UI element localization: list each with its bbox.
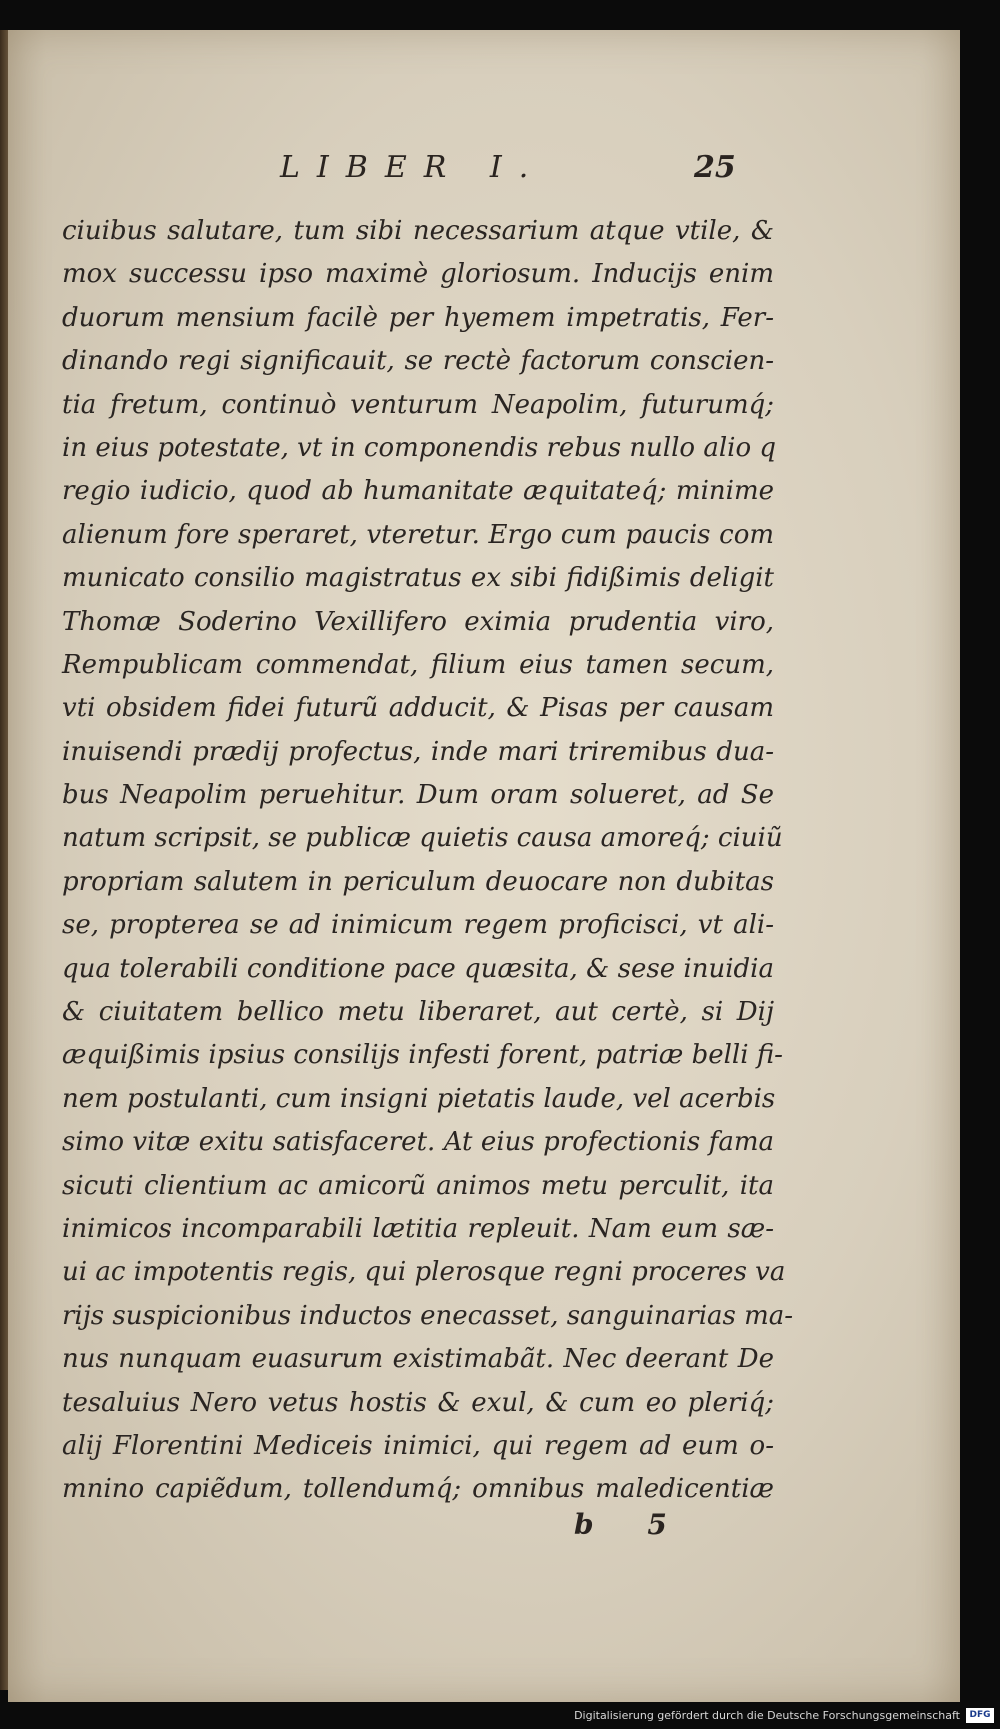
text-line: Thomæ Soderino Vexillifero eximia prudentia viro,	[62, 606, 774, 637]
text-line: Rempublicam commendat, filium eius tamen secum,	[62, 649, 774, 680]
text-line: duorum mensium facilè per hyemem impetratis, Fer-	[62, 302, 774, 333]
text-line: simo vitæ exitu satisfaceret. At eius profectionis fama	[62, 1127, 774, 1158]
text-line: nem postulanti, cum insigni pietatis laude, vel acerbis	[62, 1083, 776, 1114]
text-line: tia fretum, continuò venturum Neapolim, futurumq́;	[62, 389, 774, 420]
text-line: vti obsidem fidei futurũ adducit, & Pisas per causam	[62, 693, 774, 724]
text-line: ui ac impotentis regis, qui plerosque regni proceres va	[62, 1257, 786, 1288]
text-line: ciuibus salutare, tum sibi necessarium atque vtile, &	[62, 216, 774, 246]
text-line: inimicos incomparabili lætitia repleuit. Nam eum sæ-	[62, 1213, 774, 1244]
text-line: tesaluius Nero vetus hostis & exul, & cum eo pleriq́;	[62, 1387, 774, 1418]
text-line: inuisendi prædij profectus, inde mari triremibus dua-	[62, 736, 774, 767]
text-line: bus Neapolim peruehitur. Dum oram solueret, ad Se	[62, 780, 774, 811]
text-line: propriam salutem in periculum deuocare non dubitas	[62, 866, 774, 897]
running-head: LIBER I.	[280, 150, 546, 185]
page-header	[8, 150, 960, 190]
text-line: natum scripsit, se publicæ quietis causa amoreq́; ciuiũ	[62, 823, 783, 854]
text-line: alienum fore speraret, vteretur. Ergo cum paucis com	[62, 519, 774, 550]
text-line: nus nunquam euasurum existimabãt. Nec deerant De	[62, 1344, 774, 1375]
text-line: & ciuitatem bellico metu liberaret, aut certè, si Dij	[62, 997, 774, 1028]
text-line: mnino capiẽdum, tollendumq́; omnibus maledicentiæ	[62, 1474, 774, 1505]
signature-mark: b 5	[574, 1508, 689, 1541]
text-line: dinando regi significauit, se rectè factorum conscien-	[62, 346, 774, 377]
text-line: æquißimis ipsius consilijs infesti forent, patriæ belli fi-	[62, 1040, 783, 1071]
page-number: 25	[694, 150, 736, 185]
text-line: mox successu ipso maximè gloriosum. Inducijs enim	[62, 259, 774, 290]
dfg-logo: DFG	[966, 1708, 994, 1723]
footer-bar	[0, 1704, 1000, 1729]
text-line: rijs suspicionibus inductos enecasset, sanguinarias ma-	[62, 1300, 794, 1331]
text-line: municato consilio magistratus ex sibi fidißimis deligit	[62, 563, 774, 594]
book-page	[8, 30, 960, 1702]
text-line: alij Florentini Mediceis inimici, qui regem ad eum o-	[62, 1430, 774, 1461]
text-line: se, propterea se ad inimicum regem proficisci, vt ali-	[62, 910, 774, 941]
digitization-credit: Digitalisierung gefördert durch die Deutsche Forschungsgemeinschaft	[574, 1709, 960, 1722]
text-line: regio iudicio, quod ab humanitate æquitateq́; minime	[62, 476, 774, 507]
body-text	[62, 210, 794, 1512]
text-line: in eius potestate, vt in componendis rebus nullo alio q	[62, 432, 777, 463]
text-line: qua tolerabili conditione pace quæsita, & sese inuidia	[62, 953, 774, 984]
text-line: sicuti clientium ac amicorũ animos metu perculit, ita	[62, 1170, 774, 1201]
